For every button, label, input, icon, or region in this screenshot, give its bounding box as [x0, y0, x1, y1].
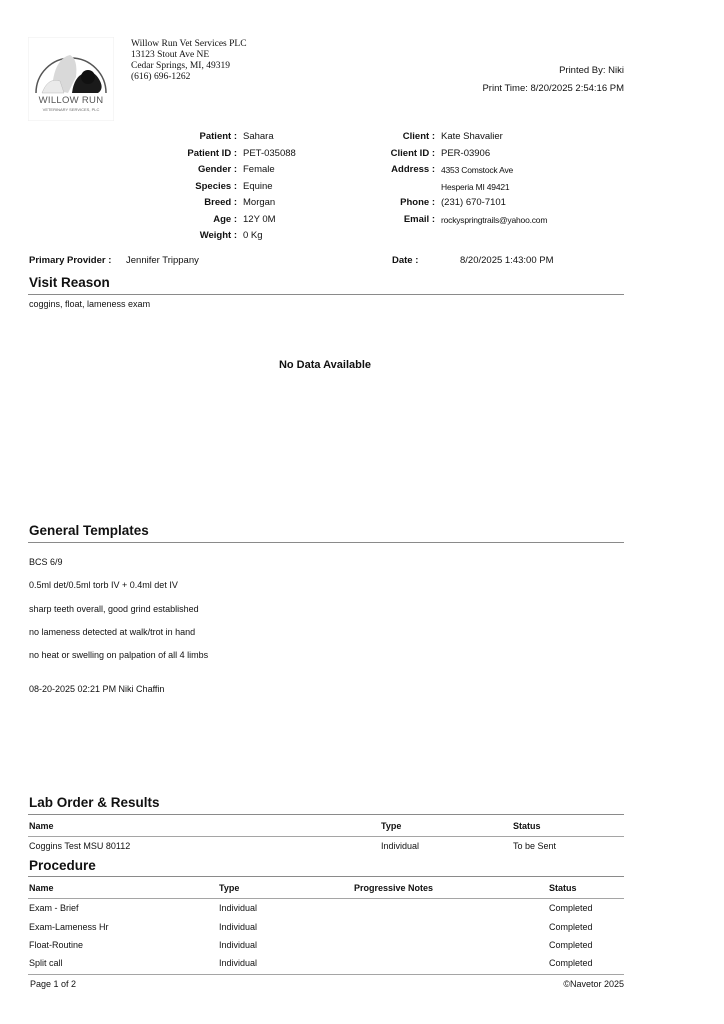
- proc-row-status: Completed: [549, 922, 593, 932]
- field-label: Client ID :: [390, 147, 435, 159]
- patient-row: [160, 146, 296, 163]
- no-data-message: No Data Available: [278, 359, 372, 371]
- field-label: Gender :: [197, 164, 237, 175]
- field-label: Breed :: [204, 197, 237, 208]
- proc-col-name: Name: [29, 883, 54, 893]
- field-label: Patient ID :: [187, 147, 237, 159]
- patient-row: [160, 162, 296, 179]
- procedure-title: Procedure: [29, 858, 96, 873]
- client-row: [370, 195, 547, 212]
- logo-subtitle: VETERINARY SERVICES, PLC: [42, 107, 100, 112]
- clinic-logo: [28, 37, 114, 121]
- lab-col-type: Type: [381, 821, 402, 831]
- clinic-phone: (616) 696-1262: [131, 72, 191, 82]
- table-header-divider: [28, 836, 624, 837]
- proc-row-status: Completed: [549, 903, 593, 913]
- proc-row-status: Completed: [549, 958, 593, 968]
- lab-row-type: Individual: [381, 841, 420, 851]
- field-label: Species :: [195, 180, 237, 192]
- field-label: Email :: [403, 213, 435, 225]
- patient-row: [160, 179, 296, 196]
- general-templates-title: General Templates: [29, 523, 149, 538]
- lab-row-status: To be Sent: [513, 841, 557, 851]
- proc-row-name: Float-Routine: [29, 940, 84, 950]
- lab-orders-title: Lab Order & Results: [29, 795, 160, 810]
- proc-row-name: Exam-Lameness Hr: [29, 922, 109, 932]
- patient-species: Equine: [243, 180, 273, 192]
- lab-col-name: Name: [29, 821, 54, 831]
- provider-label: Primary Provider :: [29, 255, 112, 266]
- client-row: [370, 129, 547, 146]
- clinic-name: Willow Run Vet Services PLC: [131, 39, 247, 49]
- provider-value: Jennifer Trippany: [126, 255, 199, 266]
- proc-row-type: Individual: [219, 958, 258, 968]
- client-address-line1: 4353 Comstock Ave: [441, 165, 514, 175]
- patient-weight: 0 Kg: [243, 230, 263, 241]
- field-label: Weight :: [199, 230, 237, 241]
- lab-col-status: Status: [513, 821, 541, 831]
- patient-row: [160, 228, 296, 245]
- field-label: Phone :: [400, 197, 435, 208]
- template-line: no heat or swelling on palpation of all 4 limbs: [29, 650, 209, 660]
- clinic-info: [131, 39, 247, 83]
- client-row: [370, 179, 547, 196]
- patient-details: [160, 129, 296, 245]
- lab-row-name: Coggins Test MSU 80112: [29, 841, 131, 851]
- client-name: Kate Shavalier: [441, 131, 503, 142]
- field-label: Address :: [391, 164, 435, 175]
- template-line: BCS 6/9: [29, 557, 63, 567]
- template-line: sharp teeth overall, good grind established: [29, 604, 199, 614]
- client-address-line2: Hesperia MI 49421: [441, 181, 510, 192]
- section-divider: [28, 542, 624, 543]
- printed-by: Printed By: Niki: [559, 65, 624, 76]
- proc-row-name: Split call: [29, 958, 63, 968]
- visit-reason-text: coggins, float, lameness exam: [29, 299, 151, 309]
- template-line: no lameness detected at walk/trot in hand: [29, 627, 196, 637]
- footer-divider: [28, 974, 624, 975]
- patient-row: [160, 212, 296, 229]
- field-label: Client :: [402, 131, 435, 142]
- patient-row: [160, 129, 296, 146]
- section-divider: [28, 876, 624, 877]
- client-row: [370, 162, 547, 179]
- template-signature: 08-20-2025 02:21 PM Niki Chaffin: [29, 684, 165, 694]
- proc-row-status: Completed: [549, 940, 593, 950]
- patient-row: [160, 195, 296, 212]
- proc-row-name: Exam - Brief: [29, 903, 79, 913]
- section-divider: [28, 294, 624, 295]
- template-line: 0.5ml det/0.5ml torb IV + 0.4ml det IV: [29, 580, 178, 590]
- patient-age: 12Y 0M: [243, 213, 276, 225]
- proc-row-type: Individual: [219, 940, 258, 950]
- date-label: Date :: [392, 255, 419, 266]
- visit-reason-title: Visit Reason: [29, 275, 110, 290]
- logo-title: WILLOW RUN: [38, 95, 104, 106]
- patient-breed: Morgan: [243, 197, 276, 208]
- clinic-address-line2: Cedar Springs, MI, 49319: [131, 61, 230, 71]
- clinic-address-line1: 13123 Stout Ave NE: [131, 50, 210, 60]
- copyright: ©Navetor 2025: [563, 979, 624, 989]
- field-label: Age :: [213, 213, 237, 225]
- section-divider: [28, 814, 624, 815]
- date-value: 8/20/2025 1:43:00 PM: [460, 255, 554, 266]
- client-row: [370, 212, 547, 229]
- proc-col-status: Status: [549, 883, 577, 893]
- table-header-divider: [28, 898, 624, 899]
- page-number: Page 1 of 2: [30, 979, 77, 989]
- client-id: PER-03906: [441, 147, 491, 159]
- client-phone: (231) 670-7101: [441, 197, 506, 208]
- client-details: [370, 129, 547, 228]
- print-time: Print Time: 8/20/2025 2:54:16 PM: [482, 83, 624, 94]
- proc-col-type: Type: [219, 883, 240, 893]
- proc-row-type: Individual: [219, 922, 258, 932]
- patient-name: Sahara: [243, 131, 274, 142]
- patient-id: PET-035088: [243, 147, 296, 159]
- patient-gender: Female: [243, 164, 275, 175]
- field-label: Patient :: [199, 131, 237, 142]
- proc-row-type: Individual: [219, 903, 258, 913]
- client-email: rockyspringtrails@yahoo.com: [441, 214, 548, 225]
- proc-col-notes: Progressive Notes: [354, 883, 434, 893]
- client-row: [370, 146, 547, 163]
